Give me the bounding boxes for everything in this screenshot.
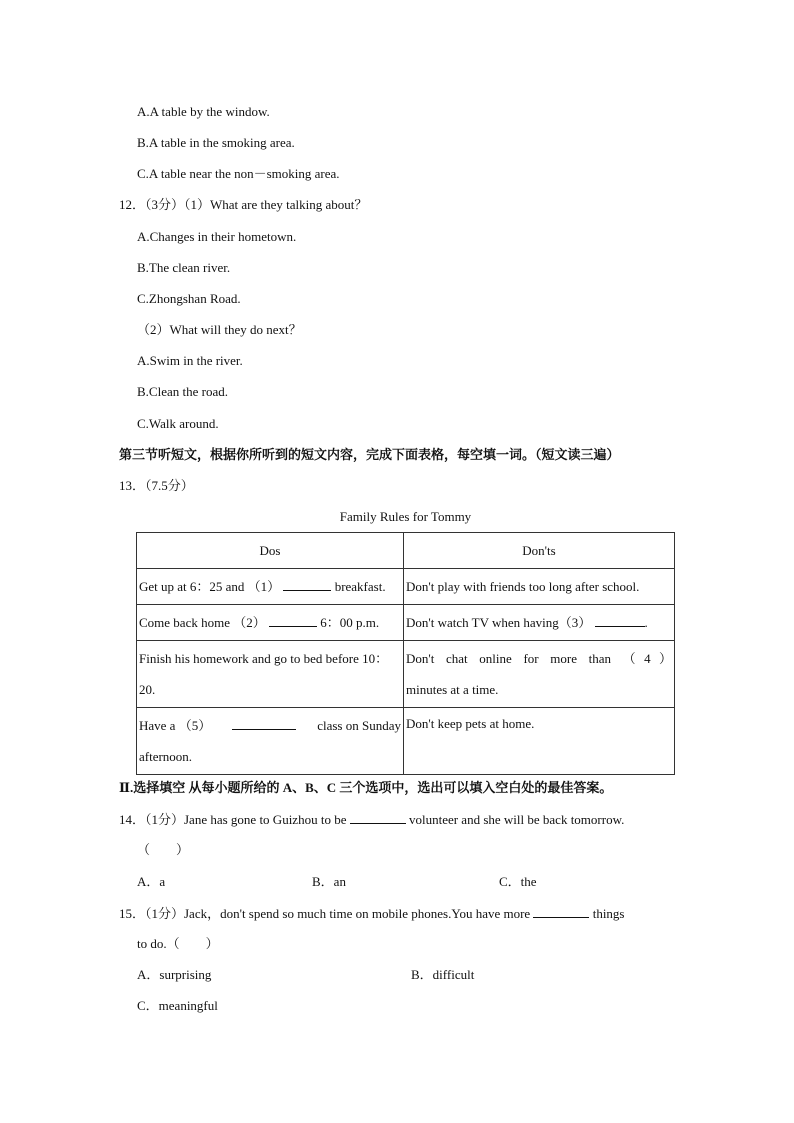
q14-option-c[interactable]: C．the [499,874,537,889]
q14-blank[interactable] [350,811,406,824]
q15-stem-line2: to do.（ ） [137,936,219,951]
row2-dos: Come back home （2） 6：00 p.m. [137,605,404,641]
q12-p2-option-c: C.Walk around. [137,416,219,431]
q12-p2-option-b: B.Clean the road. [137,384,228,399]
table-row [137,708,675,775]
q12-stem: 12．（3分）（1）What are they talking about？ [119,197,368,212]
row1-dos: Get up at 6：25 and （1） breakfast. [137,569,404,605]
q11-option-b: B.A table in the smoking area. [137,135,295,150]
q15-stem: 15．（1分）Jack，don't spend so much time on mobile phones.You have more things [119,906,625,921]
q15-option-c[interactable]: C．meaningful [137,998,218,1013]
q11-option-c: C.A table near the non－smoking area. [137,166,340,181]
blank-3[interactable] [595,614,645,627]
table-title: Family Rules for Tommy [339,509,472,524]
family-rules-table [136,532,675,775]
blank-1[interactable] [283,578,331,591]
donts-header: Don'ts [404,533,675,569]
row2-donts: Don't watch TV when having（3） . [404,605,675,641]
part2-heading: Ⅱ.选择填空 从每小题所给的 A、B、C 三个选项中，选出可以填入空白处的最佳答案。 [119,780,613,795]
q15-option-a[interactable]: A．surprising [137,967,212,982]
dos-header: Dos [137,533,404,569]
q13-stem: 13．（7.5分） [119,478,194,493]
row4-donts: Don't keep pets at home. [404,708,675,775]
table-row [137,605,675,641]
q14-stem: 14．（1分）Jane has gone to Guizhou to be volunteer and she will be back tomorrow. [119,812,625,827]
q12-p1-option-a: A.Changes in their hometown. [137,229,297,244]
row4-dos: Have a （5） class on Sunday afternoon. [137,708,404,775]
q12-p1-option-c: C.Zhongshan Road. [137,291,241,306]
q14-bracket: （ ） [137,842,190,857]
q12-p2-stem: （2）What will they do next？ [137,322,302,337]
row1-donts: Don't play with friends too long after school. [404,569,675,605]
section3-heading: 第三节听短文，根据你所听到的短文内容，完成下面表格，每空填一词。（短文读三遍） [119,447,620,462]
blank-5[interactable] [232,717,296,730]
q12-p1-option-b: B.The clean river. [137,260,231,275]
q12-p2-option-a: A.Swim in the river. [137,353,243,368]
q15-option-b[interactable]: B．difficult [411,967,475,982]
blank-2[interactable] [269,614,317,627]
table-row [137,569,675,605]
q14-option-a[interactable]: A．a [137,874,166,889]
q11-option-a: A.A table by the window. [137,104,270,119]
q15-blank[interactable] [533,905,589,918]
table-row [137,641,675,708]
row3-donts: Don't chat online for more than （4） minutes at a time. [404,641,675,708]
q14-option-b[interactable]: B．an [312,874,346,889]
row3-dos: Finish his homework and go to bed before 10： 20. [137,641,404,708]
